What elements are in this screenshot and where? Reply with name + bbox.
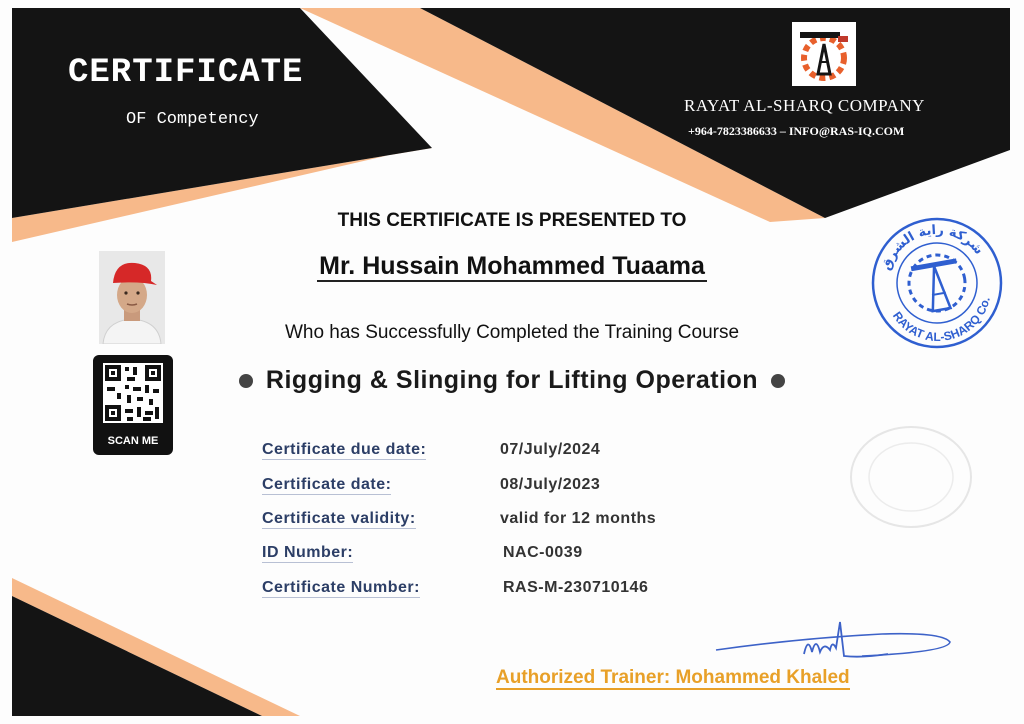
detail-value-due-date: 07/July/2024 (500, 441, 601, 458)
company-stamp-icon (868, 214, 1006, 352)
detail-value-id-number: NAC-0039 (503, 544, 583, 561)
course-title: Rigging & Slinging for Lifting Operation (265, 366, 759, 394)
stamp-english-text: RAYAT AL-SHARQ Co. (889, 295, 993, 344)
certificate-title: CERTIFICATE (68, 54, 304, 92)
detail-value-certificate-number: RAS-M-230710146 (503, 579, 649, 596)
recipient-name: Mr. Hussain Mohammed Tuaama (319, 252, 705, 280)
authorized-trainer: Authorized Trainer: Mohammed Khaled (496, 667, 850, 688)
company-name: RAYAT AL-SHARQ COMPANY (684, 96, 925, 115)
detail-label-id-number: ID Number: (262, 544, 354, 561)
trainer-signature-icon (712, 612, 972, 672)
certificate-subtitle: OF Competency (126, 110, 259, 129)
detail-label-due-date: Certificate due date: (262, 441, 427, 458)
scan-me-label: SCAN ME (107, 435, 159, 447)
stamp-arabic-text: شركة راية الشرق (878, 222, 987, 273)
bullet-icon (771, 374, 785, 388)
embossed-seal-icon (846, 422, 976, 532)
bullet-icon (239, 374, 253, 388)
qr-code-icon (103, 363, 163, 423)
detail-label-validity: Certificate validity: (262, 510, 416, 527)
presented-heading: THIS CERTIFICATE IS PRESENTED TO (337, 210, 687, 231)
company-logo-icon (792, 22, 856, 86)
completion-text: Who has Successfully Completed the Training Course (284, 322, 740, 343)
detail-label-date: Certificate date: (262, 476, 392, 493)
bottom-left-dark-panel (12, 596, 262, 716)
detail-value-validity: valid for 12 months (500, 510, 657, 527)
qr-code-badge[interactable] (93, 355, 173, 455)
detail-label-certificate-number: Certificate Number: (262, 579, 420, 596)
authorized-trainer-line (496, 667, 850, 689)
company-contact: +964-7823386633 – INFO@RAS-IQ.COM (688, 124, 905, 138)
detail-value-date: 08/July/2023 (500, 476, 601, 493)
